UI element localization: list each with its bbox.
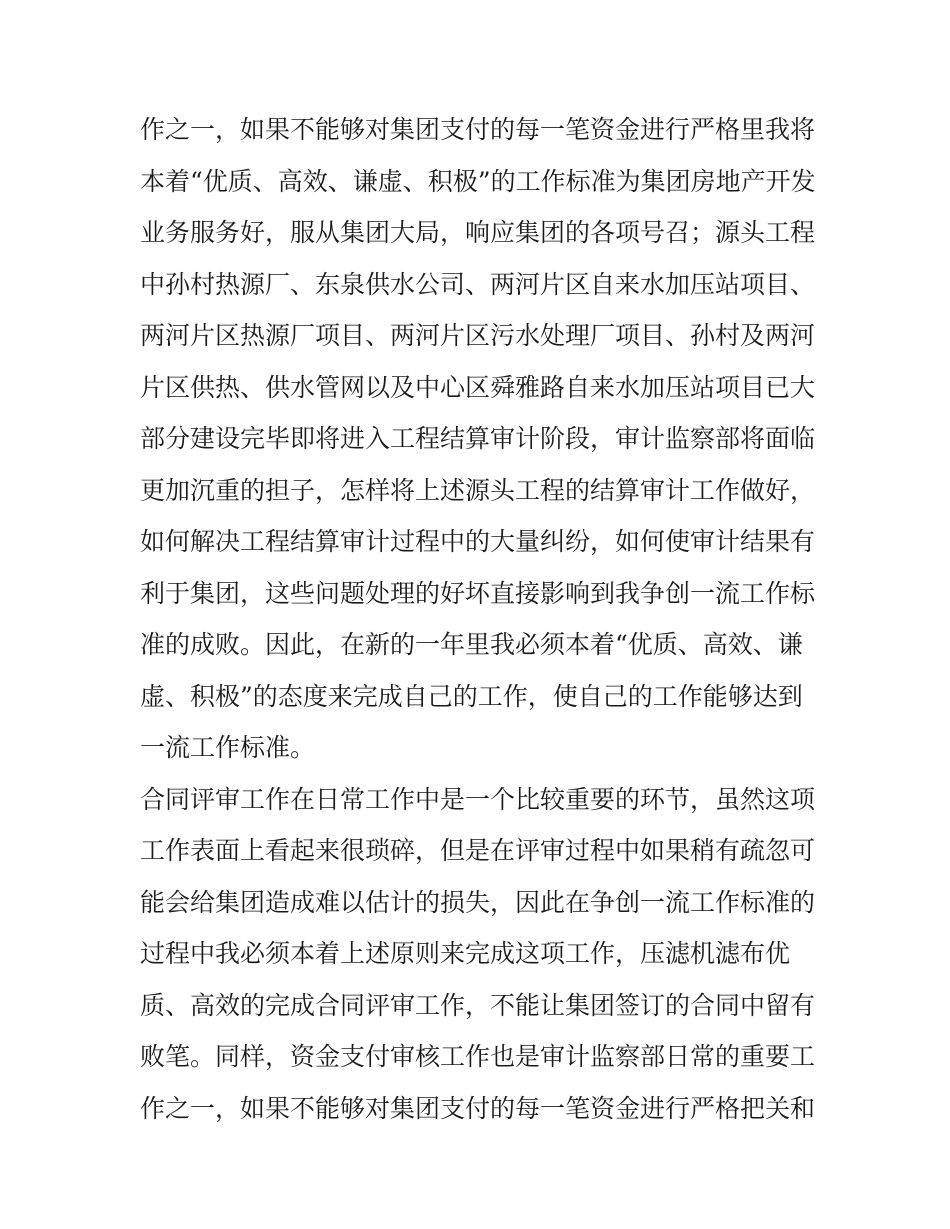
text-line: 工作表面上看起来很琐碎，但是在评审过程中如果稍有疏忽可 bbox=[140, 836, 816, 865]
text-line: 合同评审工作在日常工作中是一个比较重要的环节，虽然这项 bbox=[140, 784, 816, 814]
text-line: 利于集团，这些问题处理的好坏直接影响到我争创一流工作标 bbox=[140, 578, 816, 608]
text-line: 过程中我必须本着上述原则来完成这项工作，压滤机滤布优 bbox=[140, 939, 791, 968]
text-line: 准的成败。因此，在新的一年里我必须本着“优质、高效、谦 bbox=[140, 630, 803, 659]
text-line: 两河片区热源厂项目、两河片区污水处理厂项目、孙村及两河 bbox=[140, 321, 816, 350]
text-line: 质、高效的完成合同评审工作，不能让集团签订的合同中留有 bbox=[140, 990, 816, 1020]
text-line: 能会给集团造成难以估计的损失，因此在争创一流工作标准的 bbox=[140, 887, 816, 917]
text-line: 中孙村热源厂、东泉供水公司、两河片区自来水加压站项目、 bbox=[140, 269, 816, 299]
text-line: 部分建设完毕即将进入工程结算审计阶段，审计监察部将面临 bbox=[140, 424, 816, 453]
text-line: 如何解决工程结算审计过程中的大量纠纷，如何使审计结果有 bbox=[140, 527, 816, 556]
text-line: 片区供热、供水管网以及中心区舜雅路自来水加压站项目已大 bbox=[140, 372, 816, 402]
text-line: 作之一，如果不能够对集团支付的每一笔资金进行严格把关和 bbox=[140, 1093, 816, 1123]
text-line: 更加沉重的担子，怎样将上述源头工程的结算审计工作做好， bbox=[140, 475, 816, 505]
body-text bbox=[140, 104, 820, 1134]
text-line: 败笔。同样，资金支付审核工作也是审计监察部日常的重要工 bbox=[140, 1042, 816, 1071]
text-line: 业务服务好，服从集团大局，响应集团的各项号召；源头工程 bbox=[140, 218, 816, 247]
text-line: 本着“优质、高效、谦虚、积极”的工作标准为集团房地产开发 bbox=[140, 166, 816, 196]
text-line: 虚、积极”的态度来完成自己的工作，使自己的工作能够达到 bbox=[140, 681, 803, 711]
text-line: 一流工作标准。 bbox=[140, 733, 316, 762]
text-line: 作之一，如果不能够对集团支付的每一笔资金进行严格里我将 bbox=[140, 115, 816, 144]
